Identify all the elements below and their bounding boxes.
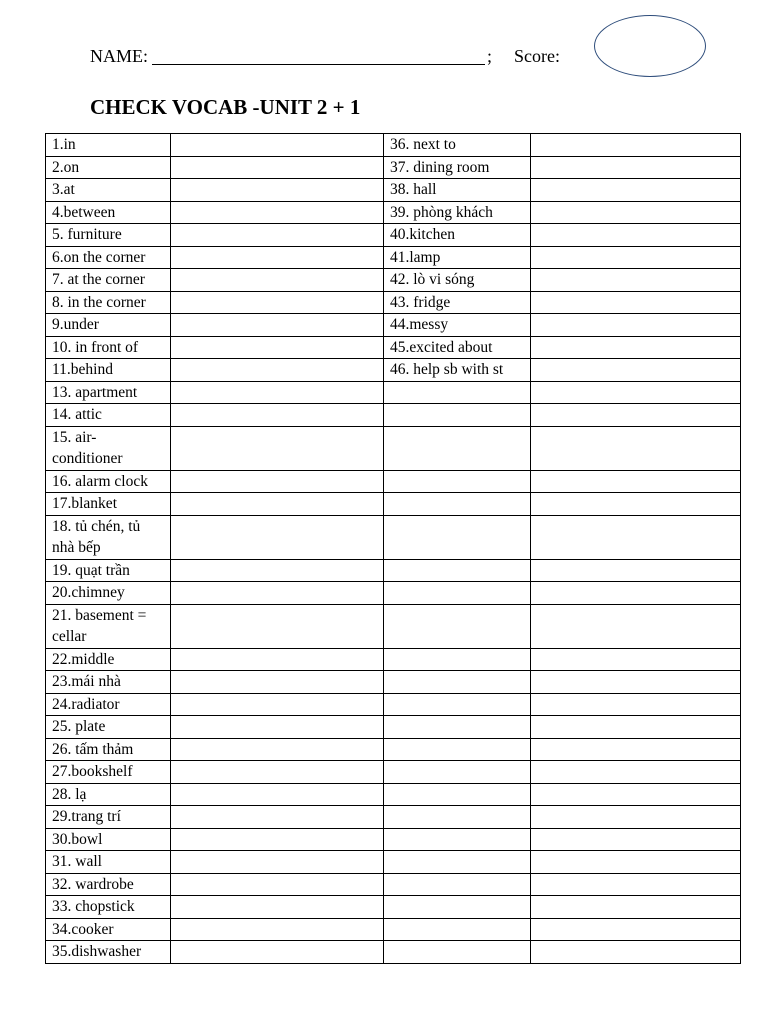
table-row — [46, 336, 741, 359]
answer-cell-left[interactable] — [171, 671, 384, 694]
vocab-term-right — [384, 381, 531, 404]
vocab-term-left: 28. lạ — [46, 783, 171, 806]
vocab-term-left: 19. quạt trần — [46, 559, 171, 582]
answer-cell-right[interactable] — [531, 918, 741, 941]
table-row — [46, 291, 741, 314]
vocab-term-right — [384, 828, 531, 851]
answer-cell-left[interactable] — [171, 806, 384, 829]
vocab-term-left: 30.bowl — [46, 828, 171, 851]
vocab-term-left: 29.trang trí — [46, 806, 171, 829]
page-title: CHECK VOCAB -UNIT 2 + 1 — [90, 95, 361, 119]
vocab-term-left: 24.radiator — [46, 693, 171, 716]
vocab-term-left: 32. wardrobe — [46, 873, 171, 896]
vocab-term-left: 33. chopstick — [46, 896, 171, 919]
answer-cell-left[interactable] — [171, 359, 384, 382]
vocab-term-left: 35.dishwasher — [46, 941, 171, 964]
answer-cell-right[interactable] — [531, 336, 741, 359]
vocab-term-right: 42. lò vi sóng — [384, 269, 531, 292]
vocab-term-left: 20.chimney — [46, 582, 171, 605]
table-row — [46, 246, 741, 269]
table-row — [46, 941, 741, 964]
vocab-term-right — [384, 873, 531, 896]
vocab-term-right — [384, 716, 531, 739]
table-row — [46, 359, 741, 382]
vocab-term-left: 6.on the corner — [46, 246, 171, 269]
table-row — [46, 896, 741, 919]
answer-cell-right[interactable] — [531, 314, 741, 337]
answer-cell-right[interactable] — [531, 582, 741, 605]
table-row — [46, 738, 741, 761]
answer-cell-left[interactable] — [171, 648, 384, 671]
answer-cell-left[interactable] — [171, 515, 384, 559]
answer-cell-right[interactable] — [531, 224, 741, 247]
table-row — [46, 828, 741, 851]
answer-cell-left[interactable] — [171, 291, 384, 314]
answer-cell-right[interactable] — [531, 470, 741, 493]
answer-cell-right[interactable] — [531, 873, 741, 896]
table-row — [46, 873, 741, 896]
answer-cell-left[interactable] — [171, 918, 384, 941]
answer-cell-right[interactable] — [531, 828, 741, 851]
vocab-term-right — [384, 493, 531, 516]
table-row — [46, 783, 741, 806]
vocab-term-right — [384, 941, 531, 964]
vocab-term-right: 46. help sb with st — [384, 359, 531, 382]
answer-cell-left[interactable] — [171, 224, 384, 247]
table-row — [46, 648, 741, 671]
table-row — [46, 806, 741, 829]
answer-cell-right[interactable] — [531, 896, 741, 919]
answer-cell-left[interactable] — [171, 156, 384, 179]
vocab-term-right — [384, 918, 531, 941]
vocab-term-right: 45.excited about — [384, 336, 531, 359]
score-label: Score: — [514, 46, 560, 66]
answer-cell-left[interactable] — [171, 896, 384, 919]
vocab-term-right — [384, 671, 531, 694]
vocab-term-left: 23.mái nhà — [46, 671, 171, 694]
table-row — [46, 851, 741, 874]
vocab-term-right: 38. hall — [384, 179, 531, 202]
answer-cell-left[interactable] — [171, 582, 384, 605]
vocab-term-right — [384, 515, 531, 559]
answer-cell-right[interactable] — [531, 716, 741, 739]
answer-cell-right[interactable] — [531, 693, 741, 716]
answer-cell-right[interactable] — [531, 134, 741, 157]
answer-cell-left[interactable] — [171, 738, 384, 761]
table-row — [46, 918, 741, 941]
answer-cell-right[interactable] — [531, 851, 741, 874]
table-row — [46, 404, 741, 427]
vocab-term-right: 36. next to — [384, 134, 531, 157]
answer-cell-right[interactable] — [531, 806, 741, 829]
vocab-term-left: 8. in the corner — [46, 291, 171, 314]
name-line-end: ; — [487, 46, 493, 66]
table-row — [46, 515, 741, 559]
answer-cell-left[interactable] — [171, 314, 384, 337]
vocab-term-right — [384, 896, 531, 919]
table-row — [46, 156, 741, 179]
table-row — [46, 493, 741, 516]
vocab-term-right: 39. phòng khách — [384, 201, 531, 224]
answer-cell-left[interactable] — [171, 404, 384, 427]
vocab-term-left: 2.on — [46, 156, 171, 179]
answer-cell-right[interactable] — [531, 381, 741, 404]
answer-cell-left[interactable] — [171, 246, 384, 269]
answer-cell-right[interactable] — [531, 941, 741, 964]
vocab-term-left: 7. at the corner — [46, 269, 171, 292]
table-row — [46, 761, 741, 784]
answer-cell-right[interactable] — [531, 246, 741, 269]
table-row — [46, 179, 741, 202]
answer-cell-left[interactable] — [171, 269, 384, 292]
answer-cell-left[interactable] — [171, 828, 384, 851]
answer-cell-left[interactable] — [171, 179, 384, 202]
table-row — [46, 269, 741, 292]
table-row — [46, 134, 741, 157]
answer-cell-right[interactable] — [531, 404, 741, 427]
answer-cell-right[interactable] — [531, 359, 741, 382]
vocab-term-left: 1.in — [46, 134, 171, 157]
vocab-term-right — [384, 426, 531, 470]
vocab-term-right — [384, 761, 531, 784]
name-blank-line[interactable] — [152, 46, 485, 65]
answer-cell-right[interactable] — [531, 515, 741, 559]
vocab-term-left: 3.at — [46, 179, 171, 202]
vocab-term-left: 25. plate — [46, 716, 171, 739]
vocab-term-left: 4.between — [46, 201, 171, 224]
table-row — [46, 201, 741, 224]
answer-cell-left[interactable] — [171, 873, 384, 896]
answer-cell-left[interactable] — [171, 716, 384, 739]
answer-cell-right[interactable] — [531, 671, 741, 694]
vocab-term-right: 40.kitchen — [384, 224, 531, 247]
vocab-term-right: 41.lamp — [384, 246, 531, 269]
answer-cell-right[interactable] — [531, 493, 741, 516]
table-row — [46, 604, 741, 648]
table-row — [46, 470, 741, 493]
name-score-line — [90, 46, 560, 67]
answer-cell-right[interactable] — [531, 426, 741, 470]
answer-cell-left[interactable] — [171, 470, 384, 493]
answer-cell-left[interactable] — [171, 381, 384, 404]
vocab-term-right — [384, 648, 531, 671]
table-row — [46, 314, 741, 337]
answer-cell-right[interactable] — [531, 648, 741, 671]
answer-cell-left[interactable] — [171, 851, 384, 874]
vocab-term-right — [384, 738, 531, 761]
vocab-term-right — [384, 604, 531, 648]
answer-cell-right[interactable] — [531, 156, 741, 179]
vocab-term-right — [384, 582, 531, 605]
answer-cell-right[interactable] — [531, 269, 741, 292]
score-oval[interactable] — [594, 15, 706, 77]
vocab-term-left: 17.blanket — [46, 493, 171, 516]
vocab-term-left: 14. attic — [46, 404, 171, 427]
answer-cell-left[interactable] — [171, 604, 384, 648]
table-row — [46, 426, 741, 470]
vocab-term-right — [384, 559, 531, 582]
answer-cell-left[interactable] — [171, 783, 384, 806]
vocab-term-right — [384, 404, 531, 427]
table-row — [46, 716, 741, 739]
answer-cell-right[interactable] — [531, 201, 741, 224]
vocab-term-right: 37. dining room — [384, 156, 531, 179]
vocab-term-left: 21. basement = cellar — [46, 604, 171, 648]
vocab-term-left: 26. tấm thảm — [46, 738, 171, 761]
vocab-term-right: 44.messy — [384, 314, 531, 337]
vocab-term-left: 15. air-conditioner — [46, 426, 171, 470]
answer-cell-right[interactable] — [531, 604, 741, 648]
answer-cell-right[interactable] — [531, 738, 741, 761]
table-row — [46, 559, 741, 582]
vocab-term-left: 18. tủ chén, tủ nhà bếp — [46, 515, 171, 559]
vocab-term-left: 10. in front of — [46, 336, 171, 359]
vocab-term-right — [384, 783, 531, 806]
answer-cell-right[interactable] — [531, 291, 741, 314]
vocab-term-right — [384, 693, 531, 716]
vocab-term-left: 22.middle — [46, 648, 171, 671]
answer-cell-left[interactable] — [171, 201, 384, 224]
vocab-table — [45, 133, 741, 964]
answer-cell-right[interactable] — [531, 559, 741, 582]
answer-cell-left[interactable] — [171, 693, 384, 716]
vocab-term-left: 27.bookshelf — [46, 761, 171, 784]
vocab-term-right: 43. fridge — [384, 291, 531, 314]
vocab-term-left: 16. alarm clock — [46, 470, 171, 493]
answer-cell-left[interactable] — [171, 426, 384, 470]
answer-cell-right[interactable] — [531, 761, 741, 784]
answer-cell-right[interactable] — [531, 783, 741, 806]
vocab-term-left: 34.cooker — [46, 918, 171, 941]
vocab-term-left: 9.under — [46, 314, 171, 337]
answer-cell-left[interactable] — [171, 134, 384, 157]
vocab-term-left: 5. furniture — [46, 224, 171, 247]
table-row — [46, 693, 741, 716]
name-label: NAME: — [90, 46, 148, 66]
answer-cell-left[interactable] — [171, 941, 384, 964]
vocab-term-right — [384, 470, 531, 493]
table-row — [46, 582, 741, 605]
answer-cell-left[interactable] — [171, 559, 384, 582]
vocab-term-left: 31. wall — [46, 851, 171, 874]
answer-cell-left[interactable] — [171, 336, 384, 359]
answer-cell-left[interactable] — [171, 493, 384, 516]
answer-cell-right[interactable] — [531, 179, 741, 202]
table-row — [46, 381, 741, 404]
table-row — [46, 224, 741, 247]
table-row — [46, 671, 741, 694]
answer-cell-left[interactable] — [171, 761, 384, 784]
vocab-term-right — [384, 806, 531, 829]
vocab-term-right — [384, 851, 531, 874]
vocab-term-left: 11.behind — [46, 359, 171, 382]
vocab-term-left: 13. apartment — [46, 381, 171, 404]
